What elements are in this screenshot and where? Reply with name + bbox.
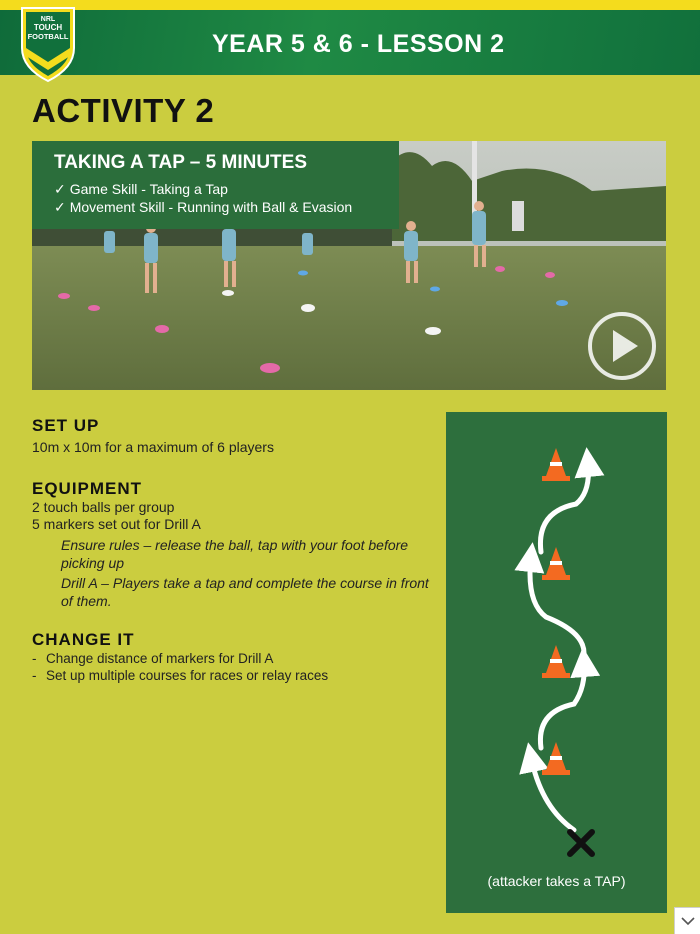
- video-player[interactable]: [32, 141, 666, 390]
- drill-diagram: [446, 412, 667, 913]
- chevron-down-icon: [676, 909, 700, 933]
- video-title: TAKING A TAP – 5 MINUTES: [54, 152, 308, 173]
- setup-heading: SET UP: [32, 416, 100, 435]
- cone-icon: [542, 742, 570, 775]
- checkmark-icon: ✓: [54, 181, 66, 197]
- logo-line-2: TOUCH: [33, 23, 63, 32]
- video-item-movement-skill: ✓ Movement Skill - Running with Ball & Evasion: [54, 199, 353, 215]
- top-accent-bar: [0, 0, 700, 10]
- play-icon[interactable]: [587, 311, 657, 381]
- equipment-note-rules: Ensure rules – release the ball, tap with your foot before picking up: [61, 537, 409, 571]
- video-info-overlay: [32, 141, 399, 229]
- logo-line-1: NRL: [40, 16, 56, 23]
- setup-text: 10m x 10m for a maximum of 6 players: [32, 439, 274, 455]
- video-item-game-skill: ✓ Game Skill - Taking a Tap: [54, 181, 228, 197]
- scroll-down-button[interactable]: [674, 907, 700, 934]
- drill-course: [446, 412, 667, 913]
- equipment-line-1: 2 touch balls per group: [32, 499, 175, 515]
- cone-icon: [542, 448, 570, 481]
- change-it-item: - Set up multiple courses for races or relay races: [32, 668, 329, 683]
- lesson-title: YEAR 5 & 6 - LESSON 2: [212, 30, 505, 58]
- header-bar: [0, 10, 700, 75]
- change-it-item: - Change distance of markers for Drill A: [32, 651, 274, 666]
- diagram-caption: (attacker takes a TAP): [487, 873, 626, 889]
- activity-title: ACTIVITY 2: [32, 92, 215, 129]
- equipment-note-drill-a: Drill A – Players take a tap and complete the course in front of them.: [61, 575, 429, 609]
- logo-line-3: FOOTBALL: [27, 32, 69, 41]
- cone-icon: [542, 645, 570, 678]
- equipment-heading: EQUIPMENT: [32, 479, 143, 498]
- change-it-heading: CHANGE IT: [32, 630, 135, 649]
- cone-icon: [542, 547, 570, 580]
- equipment-line-2: 5 markers set out for Drill A: [32, 516, 201, 532]
- checkmark-icon: ✓: [54, 199, 66, 215]
- cross-icon: [570, 832, 592, 854]
- nrl-touch-football-logo: [18, 4, 78, 84]
